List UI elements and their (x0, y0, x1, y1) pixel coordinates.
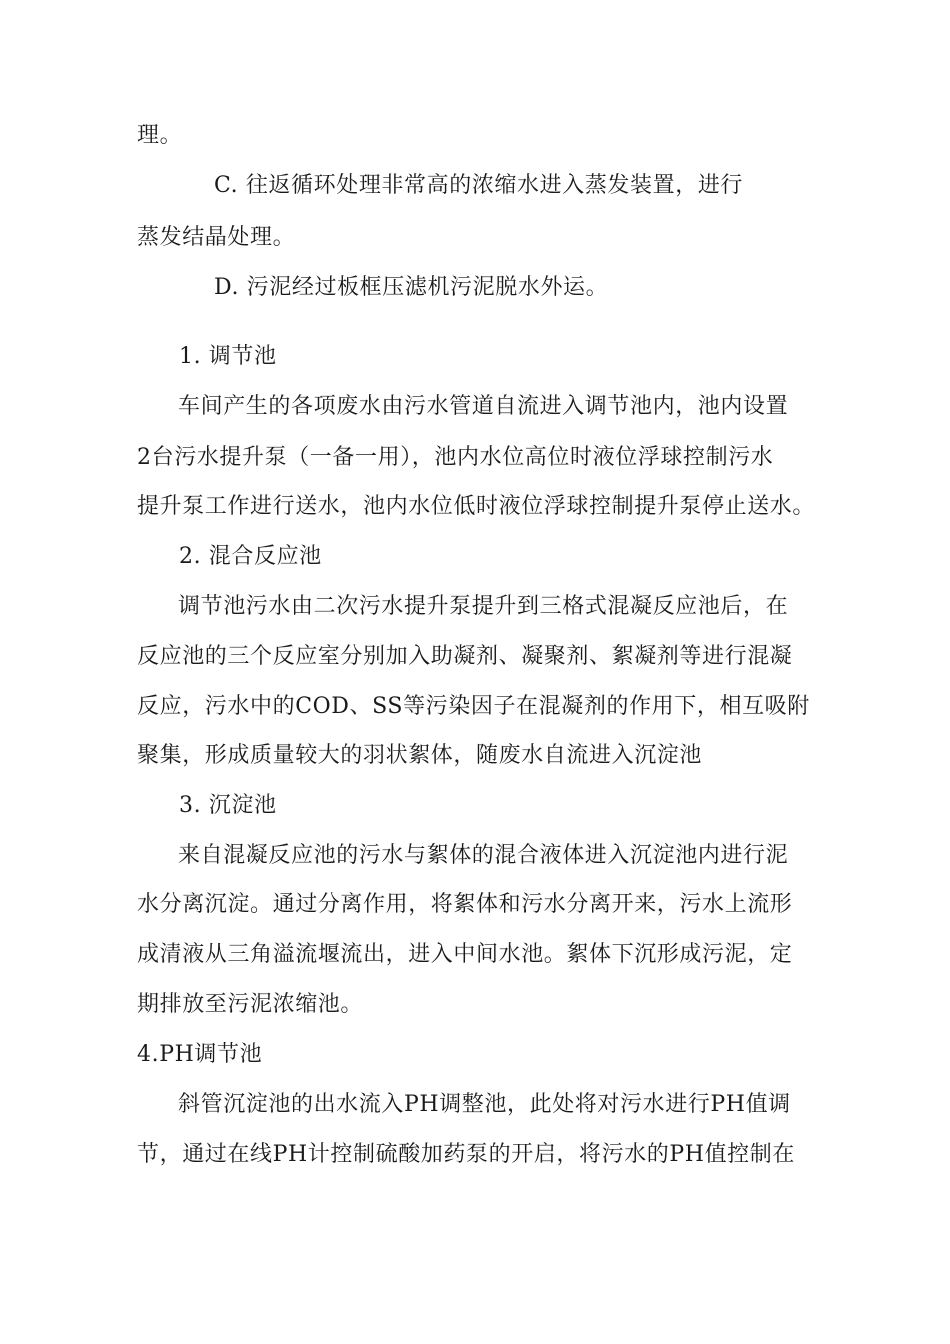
paragraph-line: 聚集，形成质量较大的羽状絮体，随废水自流进入沉淀池 (137, 743, 703, 768)
section-heading-3: 3. 沉淀池 (179, 793, 277, 818)
section-heading-4: 4.PH调节池 (137, 1042, 263, 1067)
section-heading-1: 1. 调节池 (179, 344, 277, 369)
text-line: 理。 (137, 123, 183, 148)
paragraph-line: 期排放至污泥浓缩池。 (137, 992, 364, 1017)
paragraph-line: 来自混凝反应池的污水与絮体的混合液体进入沉淀池内进行泥 (178, 843, 789, 868)
paragraph-line: 斜管沉淀池的出水流入PH调整池，此处将对污水进行PH值调 (178, 1092, 791, 1117)
paragraph-line: 车间产生的各项废水由污水管道自流进入调节池内，池内设置 (178, 394, 789, 419)
text-line: 蒸发结晶处理。 (137, 225, 296, 250)
list-item-c: C. 往返循环处理非常高的浓缩水进入蒸发装置，进行 (214, 173, 744, 198)
paragraph-line: 成清液从三角溢流堰流出，进入中间水池。絮体下沉形成污泥，定 (137, 942, 793, 967)
paragraph-line: 调节池污水由二次污水提升泵提升到三格式混凝反应池后，在 (178, 594, 789, 619)
paragraph-line: 提升泵工作进行送水，池内水位低时液位浮球控制提升泵停止送水。 (137, 494, 816, 519)
paragraph-line: 反应池的三个反应室分别加入助凝剂、凝聚剂、絮凝剂等进行混凝 (137, 644, 793, 669)
paragraph-line: 水分离沉淀。通过分离作用，将絮体和污水分离开来，污水上流形 (137, 892, 793, 917)
paragraph-line: 2台污水提升泵（一备一用），池内水位高位时液位浮球控制污水 (137, 445, 774, 470)
paragraph-line: 反应，污水中的COD、SS等污染因子在混凝剂的作用下，相互吸附 (137, 694, 810, 719)
section-heading-2: 2. 混合反应池 (179, 544, 322, 569)
paragraph-line: 节，通过在线PH计控制硫酸加药泵的开启，将污水的PH值控制在 (137, 1142, 795, 1167)
list-item-d: D. 污泥经过板框压滤机污泥脱水外运。 (214, 275, 609, 300)
